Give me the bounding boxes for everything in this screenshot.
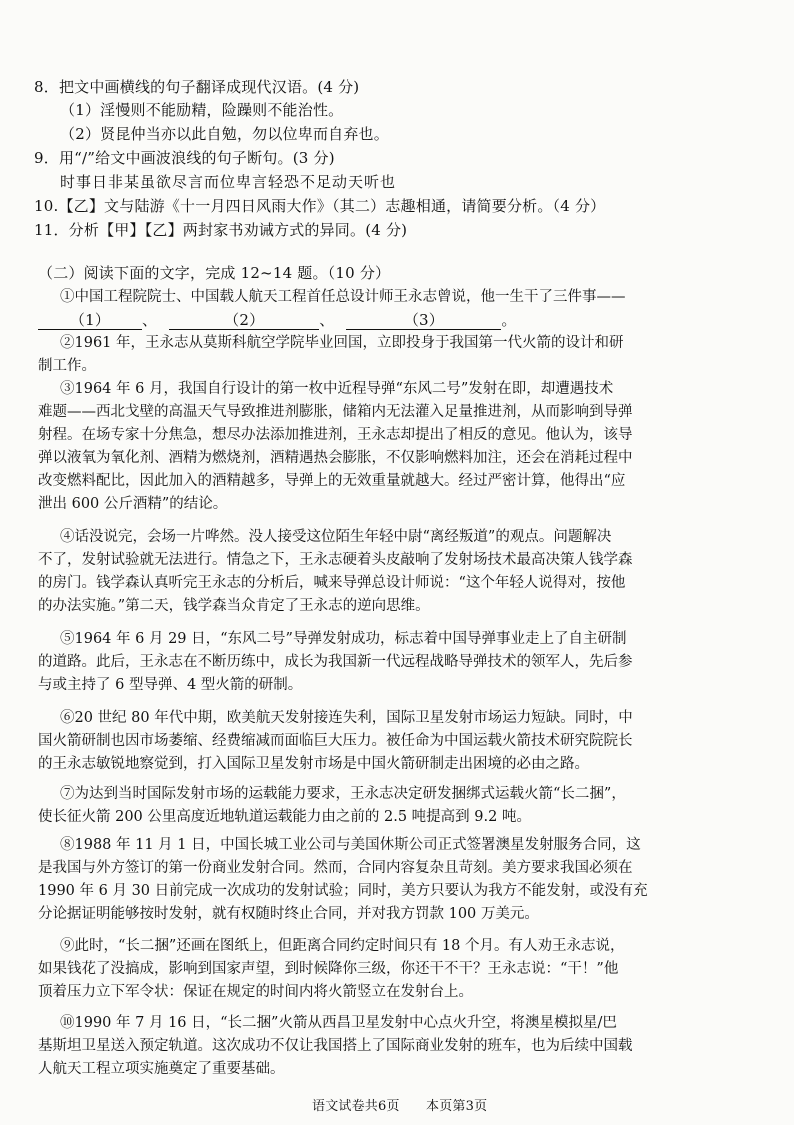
text-line: 制工作。 [38, 358, 96, 374]
blank-1[interactable]: （1） [38, 311, 142, 330]
text-line: 的房门。钱学森认真听完王永志的分析后，喊来导弹总设计师说：“这个年轻人说得对，按他 [38, 575, 626, 591]
text-line: 基斯坦卫星送入预定轨道。这次成功不仅让我国搭上了国际商业发射的班车，也为后续中国载 [38, 1038, 633, 1054]
text-line: 泄出 600 公斤酒精”的结论。 [38, 496, 228, 512]
q11-stem: 11．分析【甲】【乙】两封家书劝诫方式的异同。(4 分) [34, 221, 408, 239]
q8-sentence-1: （1）淫慢则不能励精，险躁则不能治性。 [60, 101, 344, 119]
text-line: 顶着压力立下军令状：保证在规定的时间内将火箭竖立在发射台上。 [38, 984, 473, 1000]
footer-page-number: 本页第3页 [426, 1099, 488, 1114]
text-line: 的道路。此后，王永志在不断历练中，成长为我国新一代远程战略导弹技术的领军人，先后参 [38, 654, 633, 670]
q9-stem: 9．用“/”给文中画波浪线的句子断句。(3 分) [34, 149, 335, 167]
text-line: 国火箭研制也因市场萎缩、经费缩减而面临巨大压力。被任命为中国运载火箭技术研究院院长 [38, 733, 633, 749]
text-line: 射程。在场专家十分焦急，想尽办法添加推进剂，王永志却提出了相反的意见。他认为，该导 [38, 427, 633, 443]
text-line: ③1964 年 6 月，我国自行设计的第一枚中近程导弹“东风二号”发射在即，却遭遇技术 [60, 381, 614, 397]
text-line: 的王永志敏锐地察觉到，打入国际卫星发射市场是中国火箭研制走出困境的必由之路。 [38, 756, 589, 772]
text-line: ⑦为达到当时国际发射市场的运载能力要求，王永志决定研发捆绑式运载火箭“长二捆”， [60, 786, 626, 802]
text-line: 改变燃料配比，因此加入的酒精越多，导弹上的无效重量就越大。经过严密计算，他得出“应 [38, 473, 626, 489]
footer-total-pages: 语文试卷共6页 [312, 1099, 400, 1114]
blank-2[interactable]: （2） [169, 311, 319, 330]
q10-stem: 10.【乙】文与陆游《十一月四日风雨大作》（其二）志趣相通，请简要分析。（4 分） [34, 197, 606, 215]
section2-heading: （二）阅读下面的文字，完成 12~14 题。（10 分） [38, 264, 391, 282]
text-line: ⑩1990 年 7 月 16 日，“长二捆”火箭从西昌卫星发射中心点火升空，将澳星模拟星/巴 [60, 1015, 617, 1031]
text-line: 人航天工程立项实施奠定了重要基础。 [38, 1061, 285, 1077]
text-line: 与或主持了 6 型导弹、4 型火箭的研制。 [38, 677, 303, 693]
text-line: 难题——西北戈壁的高温天气导致推进剂膨胀，储箱内无法灌入足量推进剂，从而影响到导弹 [38, 404, 633, 420]
text-line: 弹以液氧为氧化剂、酒精为燃烧剂，酒精遇热会膨胀，不仅影响燃料加注，还会在消耗过程中 [38, 450, 633, 466]
fill-in-blanks [38, 309, 517, 331]
paragraph-1-line: ①中国工程院院士、中国载人航天工程首任总设计师王永志曾说，他一生干了三件事—— [60, 289, 626, 305]
text-line: 不了，发射试验就无法进行。情急之下，王永志硬着头皮敲响了发射场技术最高决策人钱学森 [38, 552, 633, 568]
blank-separator: 、 [142, 311, 158, 329]
q9-text: 时事日非某虽欲尽言而位卑言轻恐不足动天听也 [60, 173, 397, 191]
q8-stem: 8．把文中画横线的句子翻译成现代汉语。(4 分) [34, 78, 360, 96]
text-line: 是我国与外方签订的第一份商业发射合同。然而，合同内容复杂且苛刻。美方要求我国必须在 [38, 860, 633, 876]
text-line: 的办法实施。”第二天，钱学森当众肯定了王永志的逆向思维。 [38, 598, 430, 614]
blank-end: 。 [501, 311, 517, 329]
text-line: ②1961 年，王永志从莫斯科航空学院毕业回国，立即投身于我国第一代火箭的设计和研 [60, 335, 624, 351]
blank-3[interactable]: （3） [346, 311, 501, 330]
text-line: 分论据证明能够按时发射，就有权随时终止合同，并对我方罚款 100 万美元。 [38, 906, 539, 922]
q8-sentence-2: （2）贤昆仲当亦以此自勉，勿以位卑而自弃也。 [60, 125, 389, 143]
text-line: ⑨此时，“长二捆”还画在图纸上，但距离合同约定时间只有 18 个月。有人劝王永志说， [60, 938, 625, 954]
text-line: 使长征火箭 200 公里高度近地轨道运载能力由之前的 2.5 吨提高到 9.2 吨。 [38, 809, 531, 825]
text-line: 1990 年 6 月 30 日前完成一次成功的发射试验；同时，美方只要认为我方不能发射，或没有充 [38, 883, 648, 899]
text-line: ⑤1964 年 6 月 29 日，“东风二号”导弹发射成功，标志着中国导弹事业走上了自主研制 [60, 631, 627, 647]
blank-separator: 、 [319, 311, 335, 329]
text-line: 如果钱花了没搞成，影响到国家声望，到时候降你三级，你还干不干？王永志说：“干！”他 [38, 961, 619, 977]
text-line: ⑥20 世纪 80 年代中期，欧美航天发射接连失利，国际卫星发射市场运力短缺。同时，中 [60, 710, 633, 726]
text-line: ④话没说完，会场一片哗然。没人接受这位陌生年轻中尉“离经叛道”的观点。问题解决 [60, 529, 612, 545]
text-line: ⑧1988 年 11 月 1 日，中国长城工业公司与美国休斯公司正式签署澳星发射服务合同，这 [60, 837, 641, 853]
